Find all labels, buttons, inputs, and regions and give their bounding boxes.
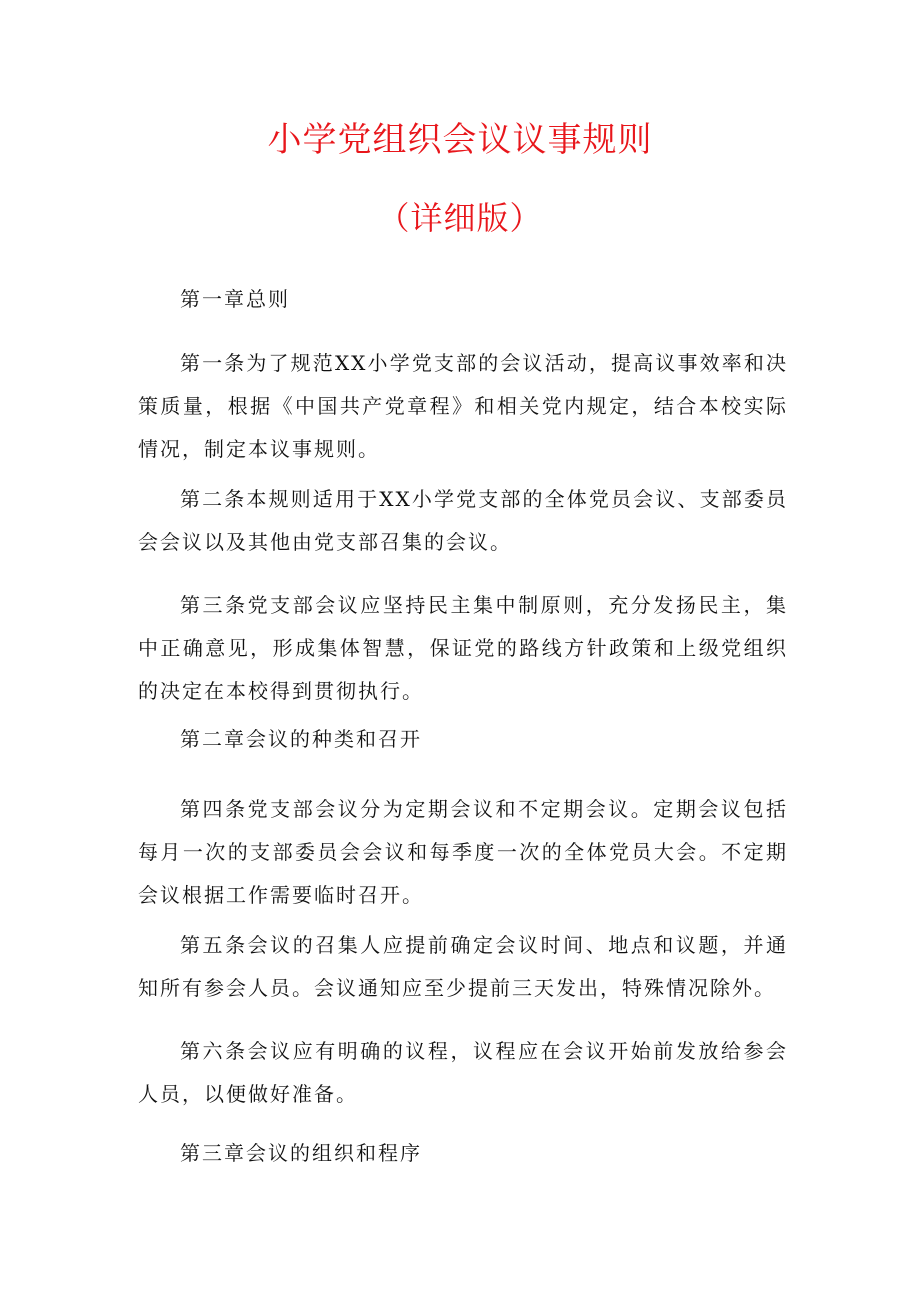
document-subtitle: （详细版） bbox=[377, 199, 543, 237]
heading-chapter-3 bbox=[138, 1132, 788, 1175]
article-2 bbox=[138, 478, 788, 564]
article-5 bbox=[138, 924, 788, 1010]
chapter-heading: 第一章总则 bbox=[180, 287, 290, 311]
article-4 bbox=[138, 788, 788, 917]
document-title: 小学党组织会议议事规则 bbox=[267, 120, 653, 160]
article-6 bbox=[138, 1030, 788, 1116]
chapter-heading: 第二章会议的种类和召开 bbox=[180, 727, 422, 751]
article-1 bbox=[138, 342, 788, 471]
article-paragraph: 第五条会议的召集人应提前确定会议时间、地点和议题，并通知所有参会人员。会议通知应至少提前三天发出，特殊情况除外。 bbox=[138, 933, 788, 1000]
heading-chapter-2 bbox=[138, 718, 788, 761]
chapter-heading: 第三章会议的组织和程序 bbox=[180, 1141, 422, 1165]
article-3 bbox=[138, 584, 788, 713]
article-paragraph: 第二条本规则适用于XX小学党支部的全体党员会议、支部委员会会议以及其他由党支部召集的会议。 bbox=[138, 487, 788, 554]
article-paragraph: 第四条党支部会议分为定期会议和不定期会议。定期会议包括每月一次的支部委员会会议和每季度一次的全体党员大会。不定期会议根据工作需要临时召开。 bbox=[138, 797, 788, 907]
article-paragraph: 第六条会议应有明确的议程，议程应在会议开始前发放给参会人员，以便做好准备。 bbox=[138, 1039, 788, 1106]
article-paragraph: 第一条为了规范XX小学党支部的会议活动，提高议事效率和决策质量，根据《中国共产党章程》和相关党内规定，结合本校实际情况，制定本议事规则。 bbox=[138, 351, 788, 461]
article-paragraph: 第三条党支部会议应坚持民主集中制原则，充分发扬民主，集中正确意见，形成集体智慧，保证党的路线方针政策和上级党组织的决定在本校得到贯彻执行。 bbox=[138, 593, 788, 703]
heading-chapter-1 bbox=[138, 278, 788, 321]
